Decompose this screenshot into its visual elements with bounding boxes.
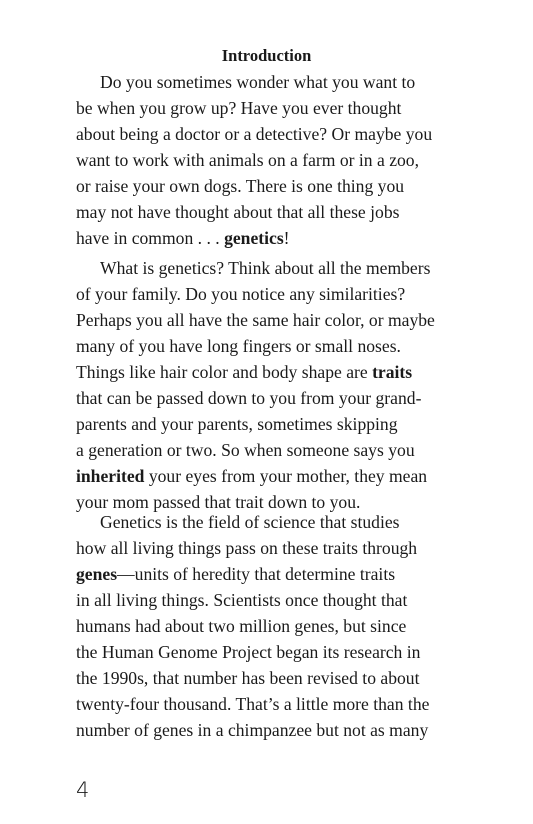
line-text: twenty-four thousand. That’s a little more than the [76,694,430,714]
text-line [76,639,506,665]
section-heading: Introduction [221,46,312,65]
line-text: Do you sometimes wonder what you want to [100,72,416,92]
line-text: about being a doctor or a detective? Or maybe you [76,124,433,144]
paragraph-3 [76,509,506,743]
line-text: of your family. Do you notice any similarities? [76,284,406,304]
text-line [76,359,506,385]
text-line [76,385,506,411]
line-text: ! [283,228,290,248]
paragraph-1 [76,69,506,251]
line-text: Things like hair color and body shape are [76,362,373,382]
line-text: may not have thought about that all these jobs [76,202,400,222]
line-text: that can be passed down to you from your grand- [76,388,422,408]
text-line [76,199,506,225]
line-text: What is genetics? Think about all the members [100,258,431,278]
line-text: your eyes from your mother, they mean [144,466,428,486]
text-line [76,463,506,489]
text-line [76,69,506,95]
line-text: —units of heredity that determine traits [117,564,396,584]
line-text: humans had about two million genes, but since [76,616,407,636]
text-line [76,613,506,639]
glossary-term: genes [76,564,118,584]
text-line [76,225,506,251]
line-text: want to work with animals on a farm or in a zoo, [76,150,419,170]
line-text: your mom passed that trait down to you. [76,492,361,512]
text-line [76,95,506,121]
line-text: parents and your parents, sometimes skipping [76,414,398,434]
line-text: a generation or two. So when someone says you [76,440,415,460]
line-text: many of you have long fingers or small noses. [76,336,401,356]
text-line [76,281,506,307]
text-line [76,173,506,199]
text-line [76,535,506,561]
text-line [76,307,506,333]
text-line [76,561,506,587]
line-text: how all living things pass on these traits through [76,538,418,558]
text-line [76,587,506,613]
text-line [76,333,506,359]
paragraph-2 [76,255,506,515]
line-text: Perhaps you all have the same hair color, or maybe [76,310,435,330]
glossary-term: genetics [224,228,284,248]
line-text: the 1990s, that number has been revised to about [76,668,420,688]
line-text: in all living things. Scientists once thought that [76,590,408,610]
text-line [76,665,506,691]
text-line [76,437,506,463]
line-text: Genetics is the field of science that studies [100,512,400,532]
page-number: 4 [76,778,90,802]
text-line [76,255,506,281]
glossary-term: inherited [76,466,145,486]
glossary-term: traits [372,362,413,382]
text-line [76,509,506,535]
line-text: have in common . . . [76,228,225,248]
text-line [76,411,506,437]
text-line [76,147,506,173]
line-text: number of genes in a chimpanzee but not as many [76,720,429,740]
line-text: the Human Genome Project began its research in [76,642,421,662]
line-text: or raise your own dogs. There is one thing you [76,176,405,196]
line-text: be when you grow up? Have you ever thought [76,98,402,118]
text-line [76,717,506,743]
text-line [76,121,506,147]
text-line [76,691,506,717]
